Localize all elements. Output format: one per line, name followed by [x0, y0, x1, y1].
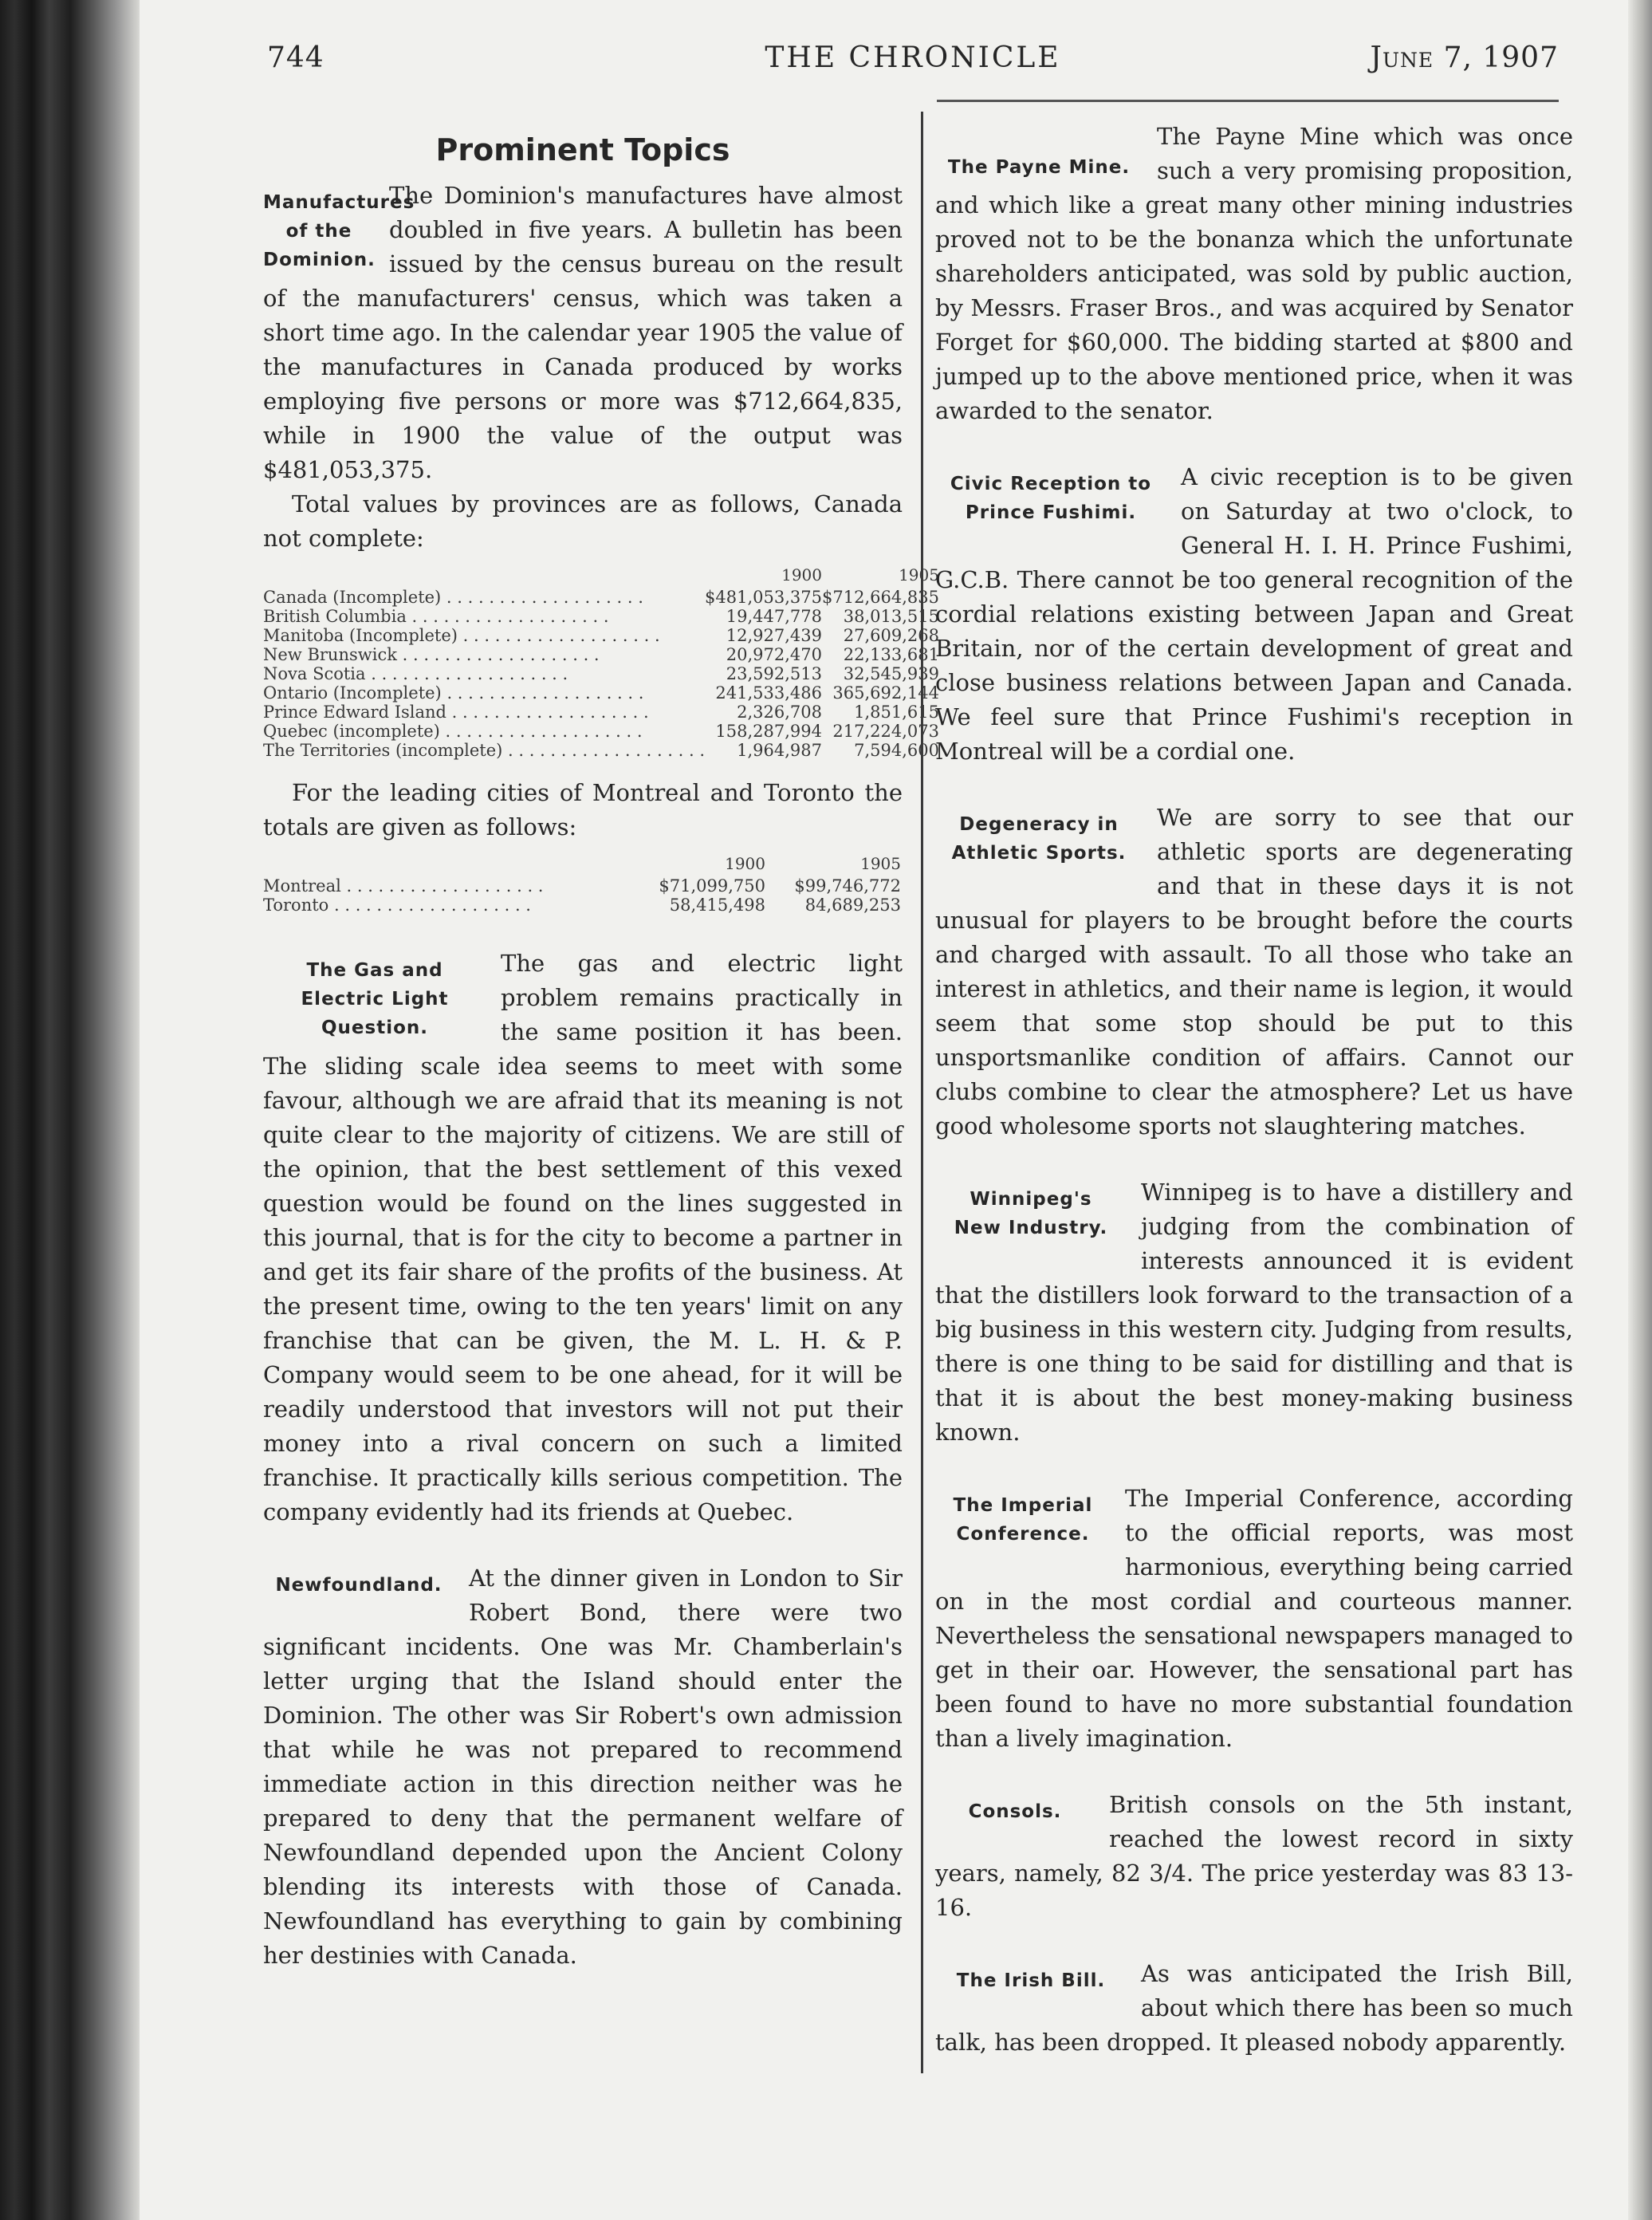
table-row — [263, 683, 939, 703]
table-header-row — [263, 565, 939, 588]
article-body: At the dinner given in London to Sir Robert Bond, there were two significant incidents. One was Mr. Chamberlain's letter urging that the Island should enter the Dominion. The other was Sir Robert's own admission that while he was not prepared to recommend immediate action in this direction neither was he prepared to deny that the permanent welfare of Newfoundland depended upon the Ancient Colony blending its interests with those of Canada. Newfoundland has everything to gain by combining her destinies with Canada. — [263, 1565, 903, 1969]
row-value: 20,972,470 — [726, 645, 822, 664]
page-number: 744 — [267, 41, 324, 74]
side-heading-line: Manufactures — [263, 192, 415, 213]
article-body: For the leading cities of Montreal and Toronto the totals are given as follows: — [263, 779, 903, 840]
row-label: New Brunswick . . . — [263, 645, 705, 664]
article-body: British consols on the 5th instant, reached the lowest record in sixty years, namely, 82 3/4. The price yesterday was 83 13-16. — [935, 1791, 1573, 1921]
page-edge-shadow — [1628, 0, 1652, 2220]
column-header: 1900 — [781, 565, 822, 585]
side-heading-line: Civic Reception to — [950, 474, 1152, 494]
header-rule — [937, 100, 1559, 102]
article-body: The Imperial Conference, according to the official reports, was most harmonious, everything being carried on in the most cordial and courteous manner. Nevertheless the sensational newspapers managed to get in their oar. However, the sensational part has been found to have no more substantial foundation than a lively imagination. — [935, 1485, 1573, 1752]
article-imperial-conference — [935, 1482, 1573, 1756]
row-label: Montreal . . . — [263, 876, 630, 895]
row-label: British Columbia . . . — [263, 607, 705, 626]
issue-date: June 7, 1907 — [1370, 41, 1559, 74]
article-body: The Dominion's manufactures have almost doubled in five years. A bulletin has been issued by the census bureau on the result of the manufacturers' census, which was taken a short time ago. In the calendar year 1905 the value of the manufactures in Canada produced by works employing five persons or more was $712,664,835, while in 1900 the value of the output was $481,053,375. — [263, 182, 903, 483]
side-heading-line: Electric Light — [301, 989, 449, 1010]
column-header: 1905 — [860, 854, 901, 873]
province-values-table — [263, 565, 939, 760]
row-value: $99,746,772 — [794, 876, 901, 895]
row-value: 38,013,515 — [843, 607, 939, 626]
side-heading-line: Newfoundland. — [275, 1575, 442, 1596]
side-heading-line: Degeneracy in — [959, 814, 1119, 835]
side-heading-line: The Gas and — [306, 960, 443, 981]
row-value: 1,851,615 — [854, 703, 939, 722]
city-values-table — [263, 854, 901, 915]
row-value: 23,592,513 — [726, 664, 822, 683]
article-civic-reception — [935, 460, 1573, 769]
column-header: 1905 — [899, 565, 939, 585]
table-row — [263, 876, 901, 895]
row-label: The Territories (incomplete) . . . — [263, 741, 705, 760]
article-payne-mine — [935, 120, 1573, 428]
article-irish-bill — [935, 1957, 1573, 2060]
row-value: 217,224,073 — [832, 722, 939, 741]
table-header-row — [263, 854, 901, 876]
left-column — [263, 120, 939, 2005]
row-value: 27,609,268 — [843, 626, 939, 645]
article-body: A civic reception is to be given on Saturday at two o'clock, to General H. I. H. Prince Fushimi, G.C.B. There cannot be too general recognition of the cordial relations existing between Japan and Great Britain, nor of the certain development of great and close business relations between Japan and Canada. We feel sure that Prince Fushimi's reception in Montreal will be a cordial one. — [935, 463, 1573, 765]
row-label: Toronto . . . — [263, 895, 630, 915]
article-body: As was anticipated the Irish Bill, about which there has been so much talk, has been dropped. It pleased nobody apparently. — [935, 1960, 1573, 2056]
row-label: Ontario (Incomplete) . . . — [263, 683, 705, 703]
side-heading-line: Question. — [321, 1018, 428, 1038]
side-heading — [935, 810, 1143, 868]
side-heading-line: Consols. — [968, 1801, 1062, 1822]
side-heading — [263, 188, 415, 274]
page-header — [267, 41, 1559, 89]
row-value: 19,447,778 — [726, 607, 822, 626]
side-heading-line: New Industry. — [954, 1218, 1108, 1238]
table-row — [263, 626, 939, 645]
side-heading — [263, 956, 486, 1042]
article-newfoundland — [263, 1561, 903, 1973]
table-row — [263, 741, 939, 760]
side-heading — [935, 153, 1143, 182]
row-value: 84,689,253 — [804, 895, 901, 915]
side-heading — [263, 1571, 454, 1600]
table-row — [263, 722, 939, 741]
row-value: 1,964,987 — [737, 741, 822, 760]
column-divider — [921, 112, 923, 2073]
article-gas-electric — [263, 947, 903, 1529]
table-row — [263, 607, 939, 626]
side-heading-line: The Irish Bill. — [956, 1970, 1106, 1991]
side-heading — [935, 1966, 1127, 1995]
row-value: 22,133,681 — [843, 645, 939, 664]
side-heading-line: The Payne Mine. — [947, 157, 1131, 178]
article-body: Total values by provinces are as follows, Canada not complete: — [263, 490, 903, 552]
row-value: $481,053,375 — [705, 588, 822, 607]
row-value: 158,287,994 — [715, 722, 822, 741]
article-body: The gas and electric light problem remains practically in the same position it has been. The sliding scale idea seems to meet with some favour, although we are afraid that its meaning is not quite clear to the majority of citizens. We are still of the opinion, that the best settlement of this vexed question would be found on the lines suggested in this journal, that is for the city to become a partner in and get its fair share of the profits of the business. At the present time, owing to the ten years' limit on any franchise that can be given, the M. L. H. & P. Company would seem to be one ahead, for it will be readily understood that investors will not put their money into a rival concern on such a limited franchise. It practically kills serious competition. The company evidently had its friends at Quebec. — [263, 950, 903, 1525]
row-value: 58,415,498 — [669, 895, 765, 915]
side-heading-line: of the Dominion. — [263, 221, 376, 270]
row-value: 241,533,486 — [715, 683, 822, 703]
article-body: Winnipeg is to have a distillery and judging from the combination of interests announced it is evident that the distillers look forward to the transaction of a big business in this western city. Judging from results, there is one thing to be said for distilling and that is that it is about the best money-making business known. — [935, 1179, 1573, 1446]
side-heading-line: Conference. — [956, 1524, 1090, 1545]
row-label: Quebec (incomplete) . . . — [263, 722, 705, 741]
table-row — [263, 645, 939, 664]
column-header: 1900 — [725, 854, 765, 873]
side-heading-line: The Imperial — [953, 1495, 1093, 1516]
side-heading-line: Winnipeg's — [970, 1189, 1092, 1210]
row-label: Manitoba (Incomplete) . . . — [263, 626, 705, 645]
row-value: 7,594,600 — [854, 741, 939, 760]
side-heading — [935, 1491, 1111, 1549]
section-title: Prominent Topics — [435, 132, 730, 167]
row-value: 12,927,439 — [726, 626, 822, 645]
side-heading — [935, 1797, 1095, 1826]
table-row — [263, 895, 901, 915]
article-consols — [935, 1788, 1573, 1925]
row-label: Canada (Incomplete) . . . — [263, 588, 705, 607]
row-value: 365,692,144 — [832, 683, 939, 703]
row-label: Nova Scotia . . . — [263, 664, 705, 683]
book-binding-shadow — [0, 0, 140, 2220]
table-row — [263, 703, 939, 722]
row-value: 32,545,939 — [843, 664, 939, 683]
side-heading-line: Athletic Sports. — [951, 843, 1127, 864]
row-value: $71,099,750 — [659, 876, 765, 895]
article-body: We are sorry to see that our athletic sports are degenerating and that in these days it is not unusual for players to be brought before the courts and charged with assault. To all those who take an interest in athletics, and their name is legion, it would seem that some stop should be put to this unsportsmanlike condition of affairs. Cannot our clubs combine to clear the atmosphere? Let us have good wholesome sports not slaughtering matches. — [935, 804, 1573, 1140]
article-manufactures — [263, 179, 939, 915]
side-heading-line: Prince Fushimi. — [965, 502, 1137, 523]
right-column — [935, 120, 1573, 2092]
article-winnipeg-industry — [935, 1175, 1573, 1450]
article-degeneracy-sports — [935, 801, 1573, 1143]
table-row — [263, 664, 939, 683]
row-label: Prince Edward Island . . . — [263, 703, 705, 722]
side-heading — [935, 470, 1166, 527]
publication-title: THE CHRONICLE — [765, 41, 1061, 74]
side-heading — [935, 1185, 1127, 1242]
row-value: 2,326,708 — [737, 703, 822, 722]
table-row — [263, 588, 939, 607]
row-value: $712,664,835 — [822, 588, 939, 607]
article-body: The Payne Mine which was once such a very promising proposition, and which like a great many other mining industries proved not to be the bonanza which the unfortunate shareholders anticipated, was sold by public auction, by Messrs. Fraser Bros., and was acquired by Senator Forget for $60,000. The bidding started at $800 and jumped up to the above mentioned price, when it was awarded to the senator. — [935, 123, 1573, 424]
